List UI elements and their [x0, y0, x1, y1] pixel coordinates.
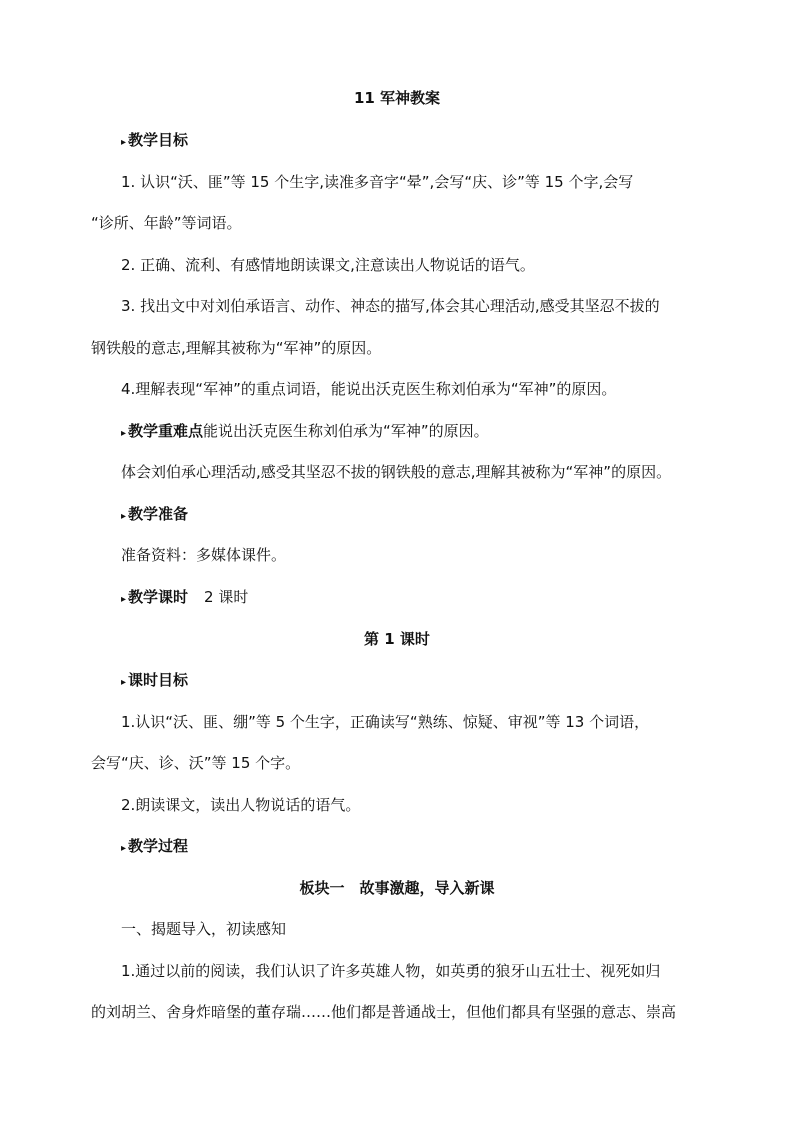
process-para-1-line-1: 1.通过以前的阅读，我们认识了许多英雄人物，如英勇的狼牙山五壮士、视死如归 — [121, 962, 661, 980]
key-points-heading: 教学重难点 — [128, 422, 204, 440]
goal-3-line-1: 3. 找出文中对刘伯承语言、动作、神态的描写,体会其心理活动,感受其坚忍不拔的 — [121, 297, 660, 315]
block-heading: 板块一 故事激趣，导入新课 — [299, 879, 495, 897]
goal-3-line-2: 钢铁般的意志,理解其被称为“军神”的原因。 — [91, 339, 382, 357]
prep-heading: ▸ 教学准备 — [121, 505, 189, 523]
process-heading: ▸ 教学过程 — [121, 837, 189, 855]
process-subheading: 一、揭题导入，初读感知 — [121, 920, 287, 938]
goal-2: 2. 正确、流利、有感情地朗读课文,注意读出人物说话的语气。 — [121, 256, 535, 274]
hours-text: 2 课时 — [204, 588, 249, 606]
lesson-goals-heading: ▸ 课时目标 — [121, 671, 189, 689]
triangle-bullet-icon: ▸ — [121, 137, 127, 148]
key-points-line-2: 体会刘伯承心理活动,感受其坚忍不拔的钢铁般的意志,理解其被称为“军神”的原因。 — [121, 463, 672, 481]
lesson-goal-1-line-1: 1.认识“沃、匪、绷”等 5 个生字，正确读写“熟练、惊疑、审视”等 13 个词语， — [121, 713, 650, 731]
document-title: 11 军神教案 — [353, 89, 441, 107]
key-points-text: 能说出沃克医生称刘伯承为“军神”的原因。 — [203, 422, 489, 440]
goal-1-line-2: “诊所、年龄”等词语。 — [91, 214, 242, 232]
lesson-goal-2: 2.朗读课文，读出人物说话的语气。 — [121, 796, 361, 814]
goal-4: 4.理解表现“军神”的重点词语，能说出沃克医生称刘伯承为“军神”的原因。 — [121, 380, 617, 398]
triangle-bullet-icon: ▸ — [121, 677, 127, 688]
key-points-row — [121, 421, 489, 444]
triangle-bullet-icon: ▸ — [121, 428, 127, 439]
hours-heading: 教学课时 — [128, 588, 189, 606]
goal-1-line-1: 1. 认识“沃、匪”等 15 个生字,读准多音字“晕”,会写“庆、诊”等 15 个字,会写 — [121, 173, 634, 191]
lesson-heading: 第 1 课时 — [364, 630, 430, 648]
hours-row — [121, 587, 248, 610]
triangle-bullet-icon: ▸ — [121, 843, 127, 854]
goals-heading: ▸ 教学目标 — [121, 131, 189, 149]
triangle-bullet-icon: ▸ — [121, 594, 127, 605]
lesson-goal-1-line-2: 会写“庆、诊、沃”等 15 个字。 — [91, 754, 301, 772]
prep-text: 准备资料：多媒体课件。 — [121, 546, 287, 564]
process-para-1-line-2: 的刘胡兰、舍身炸暗堡的董存瑞……他们都是普通战士，但他们都具有坚强的意志、崇高 — [91, 1003, 677, 1021]
triangle-bullet-icon: ▸ — [121, 511, 127, 522]
